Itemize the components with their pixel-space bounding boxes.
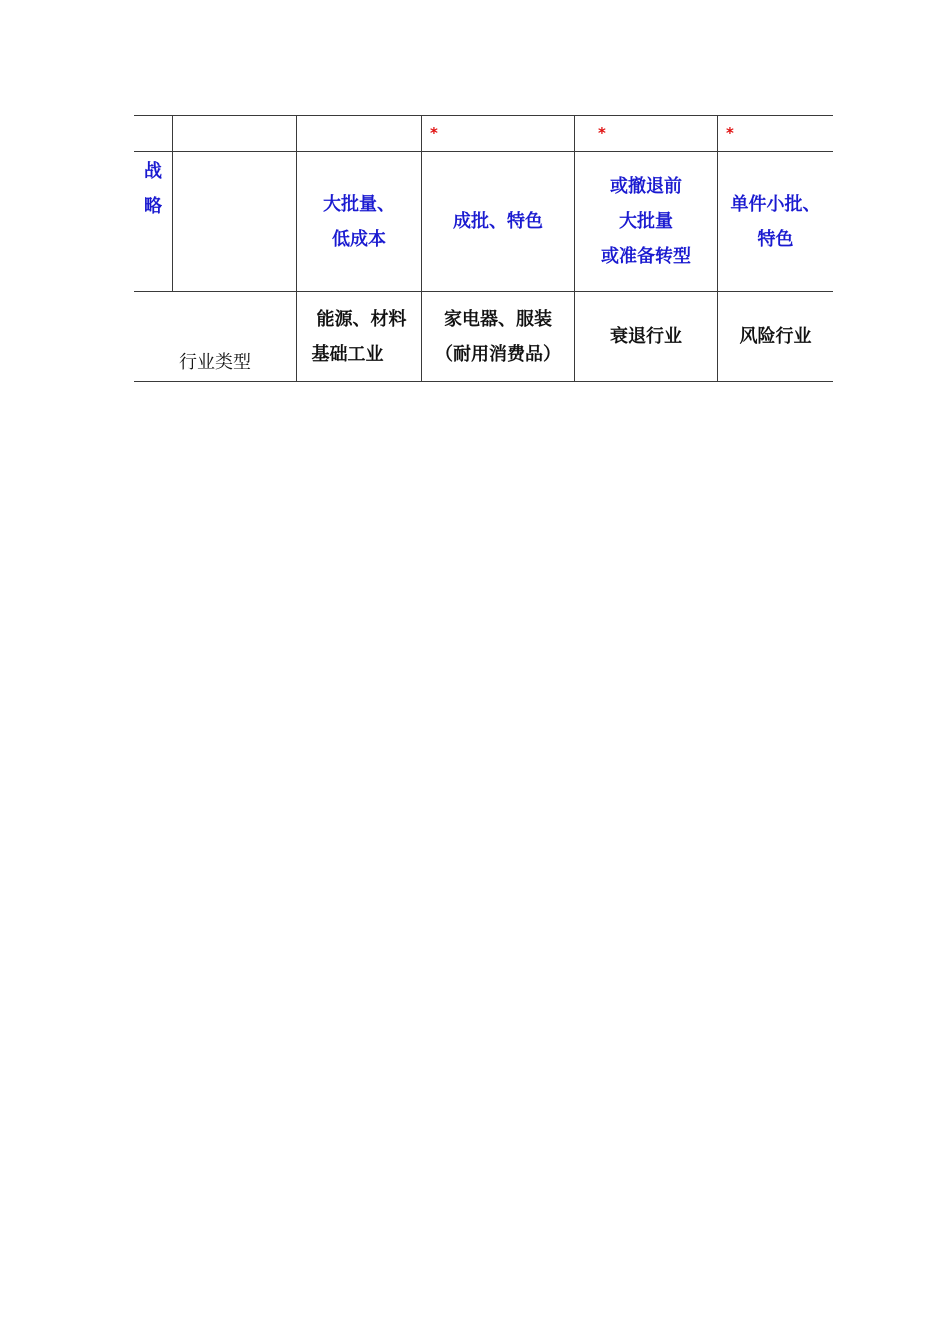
cell-line: 衰退行业 <box>610 326 682 347</box>
cell-line: 风险行业 <box>739 326 812 347</box>
cell-line: 基础工业 <box>311 343 384 365</box>
cell-line: 特色 <box>757 228 794 250</box>
cell-line: （耐用消费品） <box>435 343 561 365</box>
industry-cell <box>297 292 421 381</box>
strategy-label-char: 战 <box>144 161 162 182</box>
cell-line: 大批量 <box>619 211 673 232</box>
table-rule-v1 <box>172 115 173 292</box>
marker-asterisk: * <box>726 124 734 142</box>
cell-line: 或准备转型 <box>601 246 691 267</box>
industry-cell <box>575 292 717 381</box>
strategy-cell <box>718 152 833 291</box>
table-rule-bottom <box>134 381 833 382</box>
strategy-cell <box>297 152 421 291</box>
cell-line: 或撤退前 <box>610 176 682 197</box>
cell-line: 大批量、 <box>323 193 395 215</box>
marker-asterisk: * <box>430 124 438 142</box>
industry-cell <box>718 292 833 381</box>
cell-line: 单件小批、 <box>730 193 821 215</box>
industry-type-label: 行业类型 <box>179 352 251 373</box>
strategy-label-char: 略 <box>144 196 162 217</box>
cell-line: 能源、材料 <box>316 308 407 330</box>
strategy-cell <box>422 152 574 291</box>
cell-line: 成批、特色 <box>453 211 543 232</box>
strategy-label <box>134 152 172 222</box>
strategy-cell <box>575 152 717 291</box>
strategy-industry-table <box>134 115 833 382</box>
cell-line: 家电器、服装 <box>444 308 552 330</box>
industry-cell <box>422 292 574 381</box>
cell-line: 低成本 <box>332 228 386 250</box>
marker-asterisk: * <box>598 124 606 142</box>
table-rule-top <box>134 115 833 116</box>
